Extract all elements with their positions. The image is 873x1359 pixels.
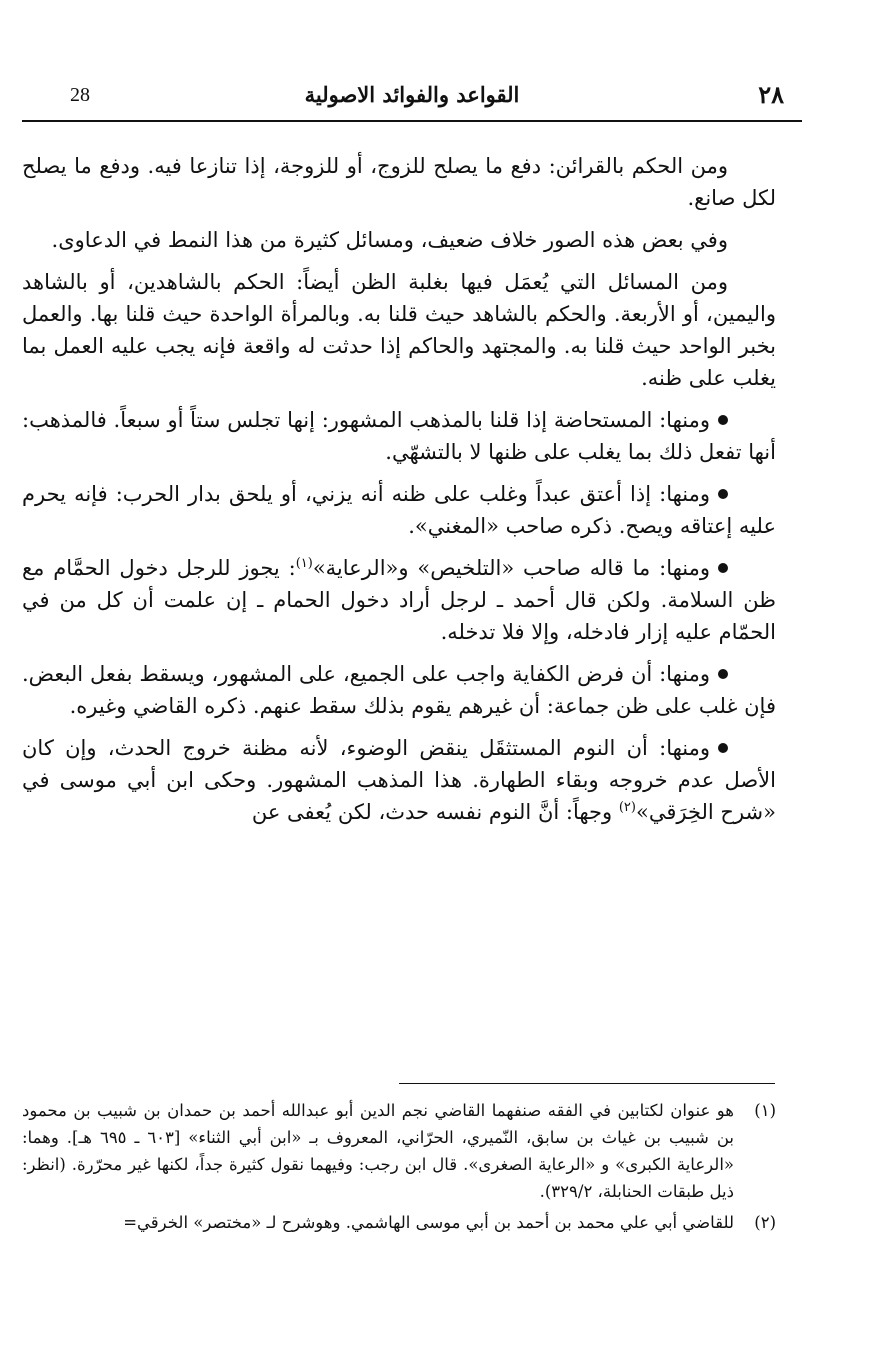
- footnote-number: (٢): [754, 1213, 776, 1232]
- paragraph-text: ومن الحكم بالقرائن: دفع ما يصلح للزوج، أو للزوجة، إذا تنازعا فيه. ودفع ما يصلح لكل صانع.: [22, 154, 776, 210]
- page-header: [22, 80, 802, 116]
- bullet-paragraph: [22, 552, 776, 648]
- bullet-paragraph: [22, 478, 776, 542]
- footnotes: [22, 1097, 776, 1240]
- paragraph-text: ومنها: إذا أعتق عبداً وغلب على ظنه أنه يزني، أو يلحق بدار الحرب: فإنه يحرم عليه إعتاقه ويصح. ذكره صاحب «المغني».: [22, 482, 776, 538]
- paragraph-text: : يجوز للرجل دخول الحمَّام مع ظن السلامة. ولكن قال أحمد ـ لرجل أراد دخول الحمام ـ إن علمت أن كل من في الحمّام عليه إزار فادخله، وإلا فلا تدخله.: [22, 556, 776, 644]
- bullet-paragraph: [22, 732, 776, 828]
- paragraph-text: ومنها: ما قاله صاحب «التلخيص» و«الرعاية»: [312, 556, 711, 580]
- footnote-reference[interactable]: (١): [295, 556, 313, 571]
- paragraph-text: ومنها: أن النوم المستثقَل ينقض الوضوء، لأنه مظنة خروج الحدث، وإن كان الأصل عدم خروجه وبقاء الطهارة. هذا المذهب المشهور. وحكى ابن أبي موسى في «شرح الخِرَقي»: [22, 736, 776, 824]
- footnote-text: هو عنوان لكتابين في الفقه صنفهما القاضي نجم الدين أبو عبدالله أحمد بن حمدان بن شبيب بن محمود بن شبيب بن غياث بن سابق، النّميري، الحرّاني، المعروف بـ «ابن أبي الثناء» [٦٠٣ ـ ٦٩٥ هـ]. وهما: «الرعاية الكبرى» و «الرعاية الصغرى». قال ابن رجب: وفيهما نقول كثيرة جداً، لكنها غير محرّرة. (انظر: ذيل طبقات الحنابلة، ٣٢٩/٢).: [22, 1101, 734, 1201]
- bullet-icon: [718, 563, 728, 573]
- footnote-text: للقاضي أبي علي محمد بن أحمد بن أبي موسى الهاشمي. وهوشرح لـ «مختصر» الخرقي=: [123, 1213, 734, 1232]
- running-title: القواعد والفوائد الاصولية: [304, 82, 520, 107]
- paragraph-text: وجهاً: أنَّ النوم نفسه حدث، لكن يُعفى عن: [251, 800, 619, 824]
- page-number-arabic: ٢٨: [758, 80, 784, 109]
- footnote-reference[interactable]: (٢): [618, 800, 636, 815]
- bullet-paragraph: [22, 404, 776, 468]
- paragraph: [22, 150, 776, 214]
- bullet-icon: [718, 743, 728, 753]
- main-text: [22, 150, 776, 838]
- bullet-icon: [718, 669, 728, 679]
- bullet-icon: [718, 489, 728, 499]
- footnote: [22, 1209, 776, 1236]
- footnote-number: (١): [754, 1101, 776, 1120]
- page-number-latin: 28: [70, 84, 90, 106]
- paragraph-text: وفي بعض هذه الصور خلاف ضعيف، ومسائل كثيرة من هذا النمط في الدعاوى.: [51, 228, 728, 252]
- footnote-separator: [399, 1083, 775, 1084]
- paragraph-text: ومنها: أن فرض الكفاية واجب على الجميع، على المشهور، ويسقط بفعل البعض. فإن غلب على ظن جماعة: أن غيرهم يقوم بذلك سقط عنهم. ذكره القاضي وغيره.: [22, 662, 776, 718]
- footnote: [22, 1097, 776, 1205]
- bullet-paragraph: [22, 658, 776, 722]
- bullet-icon: [718, 415, 728, 425]
- paragraph-text: ومنها: المستحاضة إذا قلنا بالمذهب المشهور: إنها تجلس ستاً أو سبعاً. فالمذهب: أنها تفعل ذلك بما يغلب على ظنها لا بالتشهّي.: [22, 408, 776, 464]
- paragraph: [22, 266, 776, 394]
- header-rule: [22, 120, 802, 122]
- paragraph-text: ومن المسائل التي يُعمَل فيها بغلبة الظن أيضاً: الحكم بالشاهدين، أو بالشاهد واليمين، أو الأربعة. والحكم بالشاهد حيث قلنا به. وبالمرأة الواحدة حيث قلنا بها. والعمل بخبر الواحد حيث قلنا به. والمجتهد والحاكم إذا حدثت له واقعة فإنه يجب عليه العمل بما يغلب على ظنه.: [22, 270, 776, 390]
- paragraph: [22, 224, 776, 256]
